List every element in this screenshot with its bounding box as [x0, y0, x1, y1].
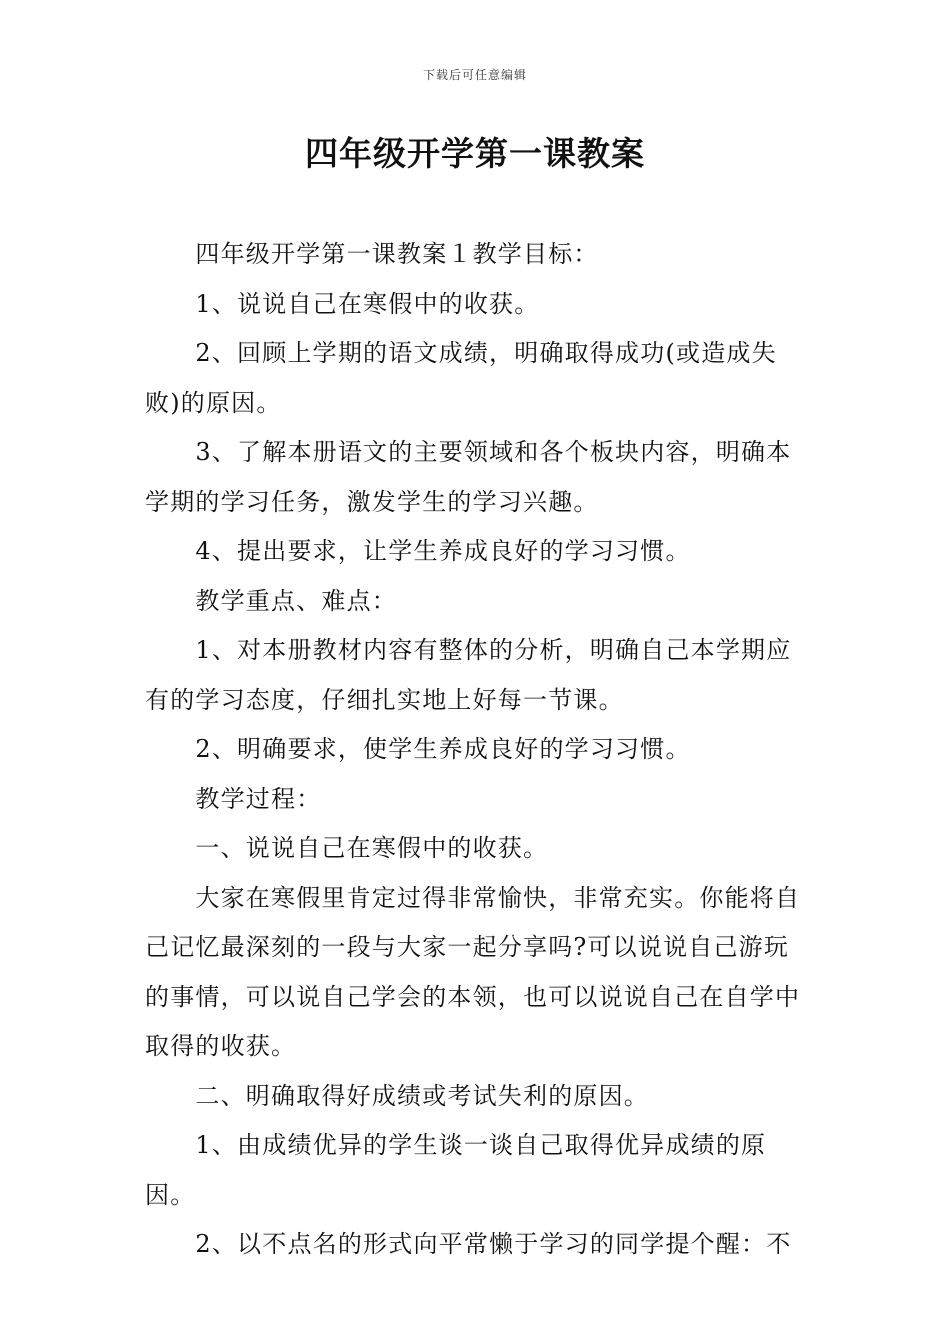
paragraph: 1、对本册教材内容有整体的分析，明确自己本学期应有的学习态度，仔细扎实地上好每一节课。: [145, 636, 792, 714]
paragraph: 2、以不点名的形式向平常懒于学习的同学提个醒：不: [195, 1230, 792, 1258]
paragraph: 二、明确取得好成绩或考试失利的原因。: [195, 1081, 649, 1110]
header-note: 下载后可任意编辑: [422, 68, 527, 82]
document-title: 四年级开学第一课教案: [305, 134, 645, 173]
paragraph: 教学过程：: [195, 784, 322, 813]
paragraph: 3、了解本册语文的主要领域和各个板块内容，明确本学期的学习任务，激发学生的学习兴趣。: [145, 438, 792, 516]
paragraph: 2、回顾上学期的语文成绩，明确取得成功(或造成失败)的原因。: [145, 339, 777, 417]
paragraph: 四年级开学第一课教案１教学目标：: [195, 240, 599, 268]
paragraph: 1、说说自己在寒假中的收获。: [195, 289, 540, 318]
paragraph: 教学重点、难点：: [195, 586, 397, 615]
paragraph: 2、明确要求，使学生养成良好的学习习惯。: [195, 735, 691, 763]
paragraph: 一、说说自己在寒假中的收获。: [195, 834, 549, 862]
document-body: [145, 230, 810, 1270]
paragraph: 4、提出要求，让学生养成良好的学习习惯。: [195, 537, 691, 565]
paragraph: 大家在寒假里肯定过得非常愉快，非常充实。你能将自己记忆最深刻的一段与大家一起分享吗?可以说说自己游玩的事情，可以说自己学会的本领，也可以说说自己在自学中取得的收获。: [145, 883, 801, 1060]
paragraph: 1、由成绩优异的学生谈一谈自己取得优异成绩的原因。: [145, 1131, 767, 1209]
